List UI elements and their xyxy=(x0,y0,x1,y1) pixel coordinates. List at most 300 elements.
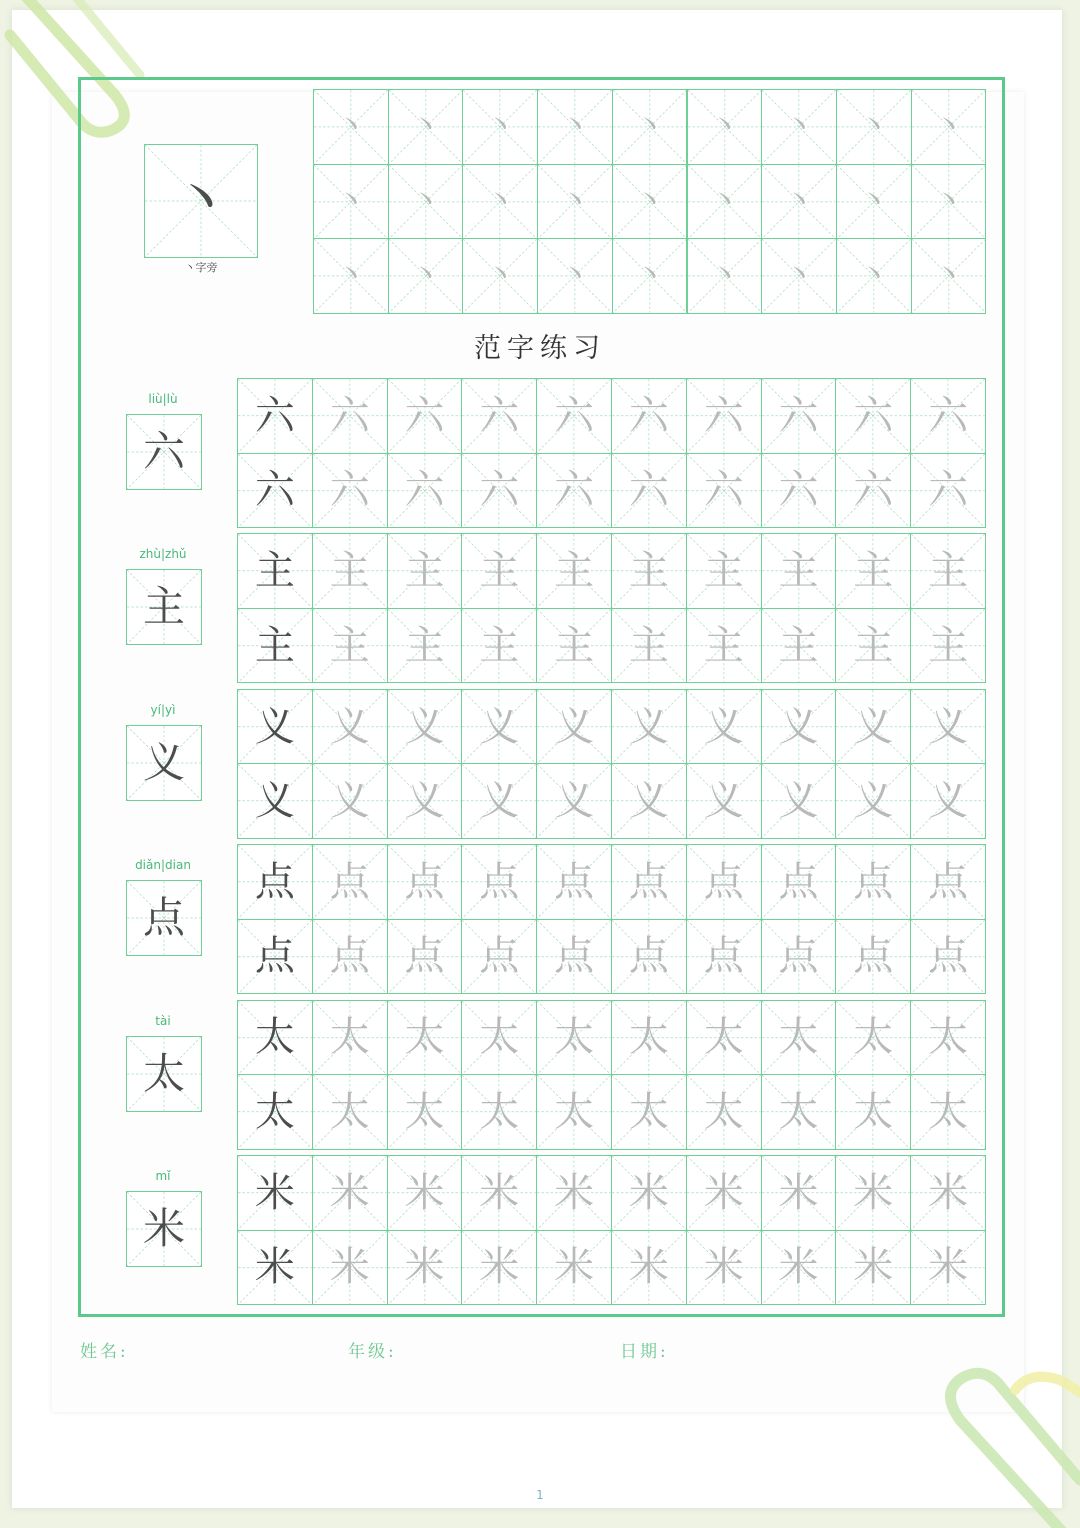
page-title: 范字练习 xyxy=(474,333,606,364)
practice-cell[interactable] xyxy=(461,608,537,684)
practice-cell[interactable] xyxy=(910,453,986,529)
practice-cell[interactable] xyxy=(910,919,986,995)
trace-character: 丶 xyxy=(709,108,740,144)
sample-character-box[interactable] xyxy=(126,725,202,801)
practice-cell[interactable] xyxy=(910,378,986,454)
practice-cell[interactable] xyxy=(910,1074,986,1150)
model-character: 太 xyxy=(142,1048,185,1098)
trace-character: 主 xyxy=(928,622,969,669)
practice-cell[interactable] xyxy=(611,533,687,609)
trace-character: 丶 xyxy=(933,258,964,294)
practice-cell[interactable] xyxy=(461,1155,537,1231)
model-character-cell[interactable] xyxy=(237,533,313,609)
model-character: 太 xyxy=(254,1088,295,1135)
trace-character: 义 xyxy=(404,778,445,825)
trace-character: 丶 xyxy=(858,108,889,144)
trace-character: 丶 xyxy=(485,183,516,219)
practice-cell[interactable] xyxy=(835,1000,911,1076)
practice-cell[interactable] xyxy=(387,844,463,920)
practice-cell[interactable] xyxy=(611,689,687,765)
practice-cell[interactable] xyxy=(387,533,463,609)
trace-character: 义 xyxy=(703,703,744,750)
trace-character: 六 xyxy=(404,467,445,514)
practice-cell[interactable] xyxy=(461,1230,537,1306)
trace-character: 六 xyxy=(928,392,969,439)
radical-practice-cell[interactable] xyxy=(313,89,389,165)
trace-character: 米 xyxy=(928,1169,969,1216)
trace-character: 丶 xyxy=(784,183,815,219)
trace-character: 太 xyxy=(554,1088,595,1135)
model-character-cell[interactable] xyxy=(237,844,313,920)
practice-cell[interactable] xyxy=(835,763,911,839)
practice-cell[interactable] xyxy=(536,763,612,839)
trace-character: 点 xyxy=(778,858,819,905)
trace-character: 义 xyxy=(778,778,819,825)
practice-cell[interactable] xyxy=(387,453,463,529)
practice-cell[interactable] xyxy=(611,1074,687,1150)
page-number: 1 xyxy=(536,1488,544,1502)
model-character-cell[interactable] xyxy=(237,378,313,454)
practice-cell[interactable] xyxy=(686,844,762,920)
practice-cell[interactable] xyxy=(387,608,463,684)
radical-practice-cell[interactable] xyxy=(911,89,987,165)
practice-cell[interactable] xyxy=(611,378,687,454)
trace-character: 主 xyxy=(329,548,370,595)
practice-cell[interactable] xyxy=(312,919,388,995)
practice-cell[interactable] xyxy=(835,1155,911,1231)
radical-practice-cell[interactable] xyxy=(388,89,464,165)
trace-character: 丶 xyxy=(410,183,441,219)
practice-cell[interactable] xyxy=(686,689,762,765)
practice-cell[interactable] xyxy=(686,919,762,995)
practice-cell[interactable] xyxy=(611,1230,687,1306)
practice-cell[interactable] xyxy=(761,378,837,454)
trace-character: 丶 xyxy=(559,183,590,219)
trace-character: 丶 xyxy=(335,183,366,219)
trace-character: 主 xyxy=(778,622,819,669)
practice-cell[interactable] xyxy=(312,763,388,839)
radical-practice-cell[interactable] xyxy=(761,89,837,165)
radical-practice-cell[interactable] xyxy=(836,238,912,314)
sample-character-box[interactable] xyxy=(126,1191,202,1267)
practice-cell[interactable] xyxy=(536,1155,612,1231)
model-character: 义 xyxy=(142,737,185,787)
trace-character: 义 xyxy=(329,778,370,825)
trace-character: 米 xyxy=(703,1244,744,1291)
trace-character: 米 xyxy=(329,1244,370,1291)
trace-character: 丶 xyxy=(933,108,964,144)
trace-character: 义 xyxy=(554,778,595,825)
practice-cell[interactable] xyxy=(611,763,687,839)
trace-character: 太 xyxy=(928,1088,969,1135)
trace-character: 米 xyxy=(853,1169,894,1216)
trace-character: 六 xyxy=(853,467,894,514)
model-character-cell[interactable] xyxy=(237,1230,313,1306)
practice-cell[interactable] xyxy=(761,1230,837,1306)
radical-practice-cell[interactable] xyxy=(462,89,538,165)
model-character: 米 xyxy=(254,1169,295,1216)
practice-cell[interactable] xyxy=(686,533,762,609)
trace-character: 义 xyxy=(778,703,819,750)
trace-character: 丶 xyxy=(410,258,441,294)
pinyin-label: tài xyxy=(155,1013,171,1028)
practice-cell[interactable] xyxy=(761,763,837,839)
trace-character: 丶 xyxy=(709,183,740,219)
radical-practice-cell[interactable] xyxy=(537,238,613,314)
trace-character: 丶 xyxy=(634,258,665,294)
practice-cell[interactable] xyxy=(761,919,837,995)
trace-character: 义 xyxy=(703,778,744,825)
practice-cell[interactable] xyxy=(312,844,388,920)
practice-cell[interactable] xyxy=(312,689,388,765)
trace-character: 主 xyxy=(479,622,520,669)
practice-cell[interactable] xyxy=(387,378,463,454)
practice-cell[interactable] xyxy=(835,919,911,995)
practice-cell[interactable] xyxy=(910,844,986,920)
trace-character: 丶 xyxy=(634,108,665,144)
trace-character: 六 xyxy=(928,467,969,514)
trace-character: 六 xyxy=(479,392,520,439)
model-character: 义 xyxy=(254,778,295,825)
trace-character: 太 xyxy=(628,1088,669,1135)
practice-cell[interactable] xyxy=(387,1074,463,1150)
practice-cell[interactable] xyxy=(835,1074,911,1150)
practice-cell[interactable] xyxy=(312,1074,388,1150)
trace-character: 主 xyxy=(853,548,894,595)
trace-character: 米 xyxy=(778,1169,819,1216)
model-character: 主 xyxy=(142,582,185,632)
practice-cell[interactable] xyxy=(461,1000,537,1076)
practice-cell[interactable] xyxy=(536,844,612,920)
radical-practice-cell[interactable] xyxy=(462,164,538,240)
trace-character: 主 xyxy=(703,622,744,669)
practice-cell[interactable] xyxy=(910,1230,986,1306)
trace-character: 主 xyxy=(404,622,445,669)
practice-cell[interactable] xyxy=(835,1230,911,1306)
model-character: 六 xyxy=(142,427,185,476)
trace-character: 米 xyxy=(628,1244,669,1291)
practice-cell[interactable] xyxy=(312,1155,388,1231)
trace-character: 点 xyxy=(404,858,445,905)
radical-practice-cell[interactable] xyxy=(687,164,763,240)
trace-character: 主 xyxy=(404,548,445,595)
practice-cell[interactable] xyxy=(461,453,537,529)
practice-cell[interactable] xyxy=(835,533,911,609)
practice-cell[interactable] xyxy=(312,608,388,684)
practice-cell[interactable] xyxy=(910,1155,986,1231)
trace-character: 点 xyxy=(628,933,669,980)
trace-character: 主 xyxy=(778,548,819,595)
trace-character: 点 xyxy=(329,858,370,905)
model-character: 太 xyxy=(254,1014,295,1061)
trace-character: 米 xyxy=(928,1244,969,1291)
practice-cell[interactable] xyxy=(536,1074,612,1150)
practice-cell[interactable] xyxy=(611,919,687,995)
radical-practice-cell[interactable] xyxy=(761,164,837,240)
practice-cell[interactable] xyxy=(387,689,463,765)
practice-cell[interactable] xyxy=(761,1155,837,1231)
model-character: 点 xyxy=(142,893,185,943)
trace-character: 太 xyxy=(554,1014,595,1061)
radical-caption: 丶字旁 xyxy=(184,261,218,274)
practice-cell[interactable] xyxy=(910,763,986,839)
trace-character: 主 xyxy=(479,548,520,595)
trace-character: 六 xyxy=(479,467,520,514)
sample-character-box[interactable] xyxy=(126,1036,202,1112)
practice-cell[interactable] xyxy=(761,1000,837,1076)
practice-cell[interactable] xyxy=(761,533,837,609)
radical-practice-cell[interactable] xyxy=(388,238,464,314)
trace-character: 义 xyxy=(853,703,894,750)
trace-character: 丶 xyxy=(933,183,964,219)
trace-character: 米 xyxy=(628,1169,669,1216)
radical-practice-cell[interactable] xyxy=(537,89,613,165)
trace-character: 米 xyxy=(329,1169,370,1216)
trace-character: 太 xyxy=(479,1014,520,1061)
practice-cell[interactable] xyxy=(312,453,388,529)
practice-cell[interactable] xyxy=(761,689,837,765)
radical-model-box xyxy=(144,144,258,258)
practice-cell[interactable] xyxy=(611,1155,687,1231)
model-character-cell[interactable] xyxy=(237,1155,313,1231)
date-field-label[interactable]: 日期: xyxy=(620,1342,669,1362)
trace-character: 米 xyxy=(404,1244,445,1291)
trace-character: 太 xyxy=(778,1088,819,1135)
trace-character: 米 xyxy=(479,1244,520,1291)
practice-cell[interactable] xyxy=(536,919,612,995)
radical-practice-cell[interactable] xyxy=(761,238,837,314)
practice-cell[interactable] xyxy=(835,378,911,454)
practice-cell[interactable] xyxy=(611,453,687,529)
practice-cell[interactable] xyxy=(761,453,837,529)
practice-cell[interactable] xyxy=(536,533,612,609)
practice-cell[interactable] xyxy=(536,1230,612,1306)
radical-practice-cell[interactable] xyxy=(612,238,688,314)
practice-cell[interactable] xyxy=(536,453,612,529)
practice-cell[interactable] xyxy=(536,689,612,765)
trace-character: 点 xyxy=(928,933,969,980)
trace-character: 主 xyxy=(628,548,669,595)
trace-character: 太 xyxy=(853,1088,894,1135)
trace-character: 丶 xyxy=(858,183,889,219)
trace-character: 点 xyxy=(703,858,744,905)
trace-character: 丶 xyxy=(709,258,740,294)
trace-character: 义 xyxy=(479,778,520,825)
radical-model-char: 丶 xyxy=(171,166,231,236)
practice-cell[interactable] xyxy=(835,453,911,529)
practice-cell[interactable] xyxy=(461,378,537,454)
trace-character: 米 xyxy=(554,1169,595,1216)
grade-field-label[interactable]: 年级: xyxy=(348,1342,397,1362)
model-character-cell[interactable] xyxy=(237,689,313,765)
trace-character: 义 xyxy=(853,778,894,825)
practice-cell[interactable] xyxy=(461,844,537,920)
radical-practice-cell[interactable] xyxy=(687,238,763,314)
radical-practice-cell[interactable] xyxy=(612,89,688,165)
trace-character: 米 xyxy=(479,1169,520,1216)
practice-cell[interactable] xyxy=(761,1074,837,1150)
trace-character: 点 xyxy=(928,858,969,905)
trace-character: 六 xyxy=(329,392,370,439)
trace-character: 点 xyxy=(479,858,520,905)
practice-cell[interactable] xyxy=(686,608,762,684)
model-character-cell[interactable] xyxy=(237,453,313,529)
trace-character: 主 xyxy=(554,548,595,595)
radical-practice-cell[interactable] xyxy=(836,89,912,165)
practice-cell[interactable] xyxy=(835,608,911,684)
trace-character: 太 xyxy=(329,1014,370,1061)
trace-character: 太 xyxy=(703,1014,744,1061)
trace-character: 点 xyxy=(554,858,595,905)
trace-character: 点 xyxy=(853,933,894,980)
trace-character: 主 xyxy=(853,622,894,669)
trace-character: 米 xyxy=(703,1169,744,1216)
trace-character: 六 xyxy=(554,392,595,439)
practice-cell[interactable] xyxy=(461,763,537,839)
practice-cell[interactable] xyxy=(835,844,911,920)
practice-cell[interactable] xyxy=(387,1155,463,1231)
practice-cell[interactable] xyxy=(686,378,762,454)
trace-character: 义 xyxy=(628,778,669,825)
model-character: 六 xyxy=(254,467,295,514)
practice-cell[interactable] xyxy=(312,1230,388,1306)
trace-character: 太 xyxy=(703,1088,744,1135)
practice-cell[interactable] xyxy=(910,608,986,684)
practice-cell[interactable] xyxy=(387,1230,463,1306)
practice-cell[interactable] xyxy=(312,1000,388,1076)
radical-practice-cell[interactable] xyxy=(612,164,688,240)
practice-cell[interactable] xyxy=(761,844,837,920)
practice-cell[interactable] xyxy=(536,1000,612,1076)
trace-character: 六 xyxy=(628,467,669,514)
model-character: 义 xyxy=(254,703,295,750)
practice-cell[interactable] xyxy=(461,919,537,995)
radical-practice-cell[interactable] xyxy=(462,238,538,314)
practice-cell[interactable] xyxy=(686,1230,762,1306)
practice-cell[interactable] xyxy=(686,763,762,839)
trace-character: 太 xyxy=(479,1088,520,1135)
sample-character-box[interactable] xyxy=(126,414,202,490)
model-character-cell[interactable] xyxy=(237,919,313,995)
trace-character: 点 xyxy=(479,933,520,980)
trace-character: 米 xyxy=(778,1244,819,1291)
trace-character: 六 xyxy=(628,392,669,439)
trace-character: 丶 xyxy=(485,258,516,294)
radical-practice-cell[interactable] xyxy=(313,164,389,240)
trace-character: 丶 xyxy=(559,258,590,294)
radical-practice-cell[interactable] xyxy=(687,89,763,165)
trace-character: 六 xyxy=(853,392,894,439)
practice-cell[interactable] xyxy=(611,1000,687,1076)
practice-cell[interactable] xyxy=(611,608,687,684)
model-character: 主 xyxy=(254,622,295,669)
practice-cell[interactable] xyxy=(686,1074,762,1150)
practice-cell[interactable] xyxy=(536,378,612,454)
practice-cell[interactable] xyxy=(910,689,986,765)
pinyin-label: mǐ xyxy=(155,1169,171,1183)
practice-cell[interactable] xyxy=(387,919,463,995)
model-character-cell[interactable] xyxy=(237,763,313,839)
practice-cell[interactable] xyxy=(761,608,837,684)
practice-cell[interactable] xyxy=(686,453,762,529)
trace-character: 丶 xyxy=(335,258,366,294)
trace-character: 米 xyxy=(404,1169,445,1216)
trace-character: 义 xyxy=(928,778,969,825)
trace-character: 米 xyxy=(554,1244,595,1291)
trace-character: 丶 xyxy=(858,258,889,294)
trace-character: 点 xyxy=(554,933,595,980)
model-character-cell[interactable] xyxy=(237,1000,313,1076)
model-character: 主 xyxy=(254,548,295,595)
trace-character: 义 xyxy=(928,703,969,750)
practice-cell[interactable] xyxy=(387,1000,463,1076)
practice-cell[interactable] xyxy=(910,533,986,609)
radical-practice-cell[interactable] xyxy=(911,164,987,240)
practice-cell[interactable] xyxy=(611,844,687,920)
pinyin-label: liù|lù xyxy=(148,392,178,406)
trace-character: 米 xyxy=(853,1244,894,1291)
model-character: 点 xyxy=(254,858,295,905)
trace-character: 六 xyxy=(778,467,819,514)
practice-cell[interactable] xyxy=(387,763,463,839)
trace-character: 丶 xyxy=(634,183,665,219)
practice-cell[interactable] xyxy=(461,1074,537,1150)
radical-practice-cell[interactable] xyxy=(911,238,987,314)
radical-practice-cell[interactable] xyxy=(537,164,613,240)
practice-cell[interactable] xyxy=(312,378,388,454)
sample-character-box[interactable] xyxy=(126,880,202,956)
trace-character: 主 xyxy=(703,548,744,595)
model-character: 米 xyxy=(142,1204,185,1253)
trace-character: 义 xyxy=(329,703,370,750)
trace-character: 太 xyxy=(329,1088,370,1135)
trace-character: 点 xyxy=(329,933,370,980)
trace-character: 丶 xyxy=(485,108,516,144)
trace-character: 义 xyxy=(628,703,669,750)
practice-cell[interactable] xyxy=(461,533,537,609)
radical-practice-cell[interactable] xyxy=(388,164,464,240)
trace-character: 六 xyxy=(778,392,819,439)
trace-character: 太 xyxy=(404,1014,445,1061)
trace-character: 主 xyxy=(928,548,969,595)
practice-cell[interactable] xyxy=(835,689,911,765)
trace-character: 六 xyxy=(703,392,744,439)
trace-character: 太 xyxy=(778,1014,819,1061)
trace-character: 主 xyxy=(554,622,595,669)
model-character-cell[interactable] xyxy=(237,608,313,684)
practice-cell[interactable] xyxy=(312,533,388,609)
radical-practice-cell[interactable] xyxy=(313,238,389,314)
trace-character: 太 xyxy=(928,1014,969,1061)
sample-character-box[interactable] xyxy=(126,569,202,645)
trace-character: 六 xyxy=(554,467,595,514)
model-character-cell[interactable] xyxy=(237,1074,313,1150)
trace-character: 点 xyxy=(404,933,445,980)
trace-character: 丶 xyxy=(335,108,366,144)
model-character: 米 xyxy=(254,1244,295,1291)
practice-cell[interactable] xyxy=(686,1000,762,1076)
model-character: 六 xyxy=(254,392,295,439)
practice-cell[interactable] xyxy=(536,608,612,684)
practice-cell[interactable] xyxy=(910,1000,986,1076)
practice-cell[interactable] xyxy=(686,1155,762,1231)
practice-cell[interactable] xyxy=(461,689,537,765)
trace-character: 六 xyxy=(329,467,370,514)
radical-practice-cell[interactable] xyxy=(836,164,912,240)
trace-character: 太 xyxy=(853,1014,894,1061)
model-character: 点 xyxy=(254,933,295,980)
name-field-label[interactable]: 姓名: xyxy=(80,1342,129,1362)
